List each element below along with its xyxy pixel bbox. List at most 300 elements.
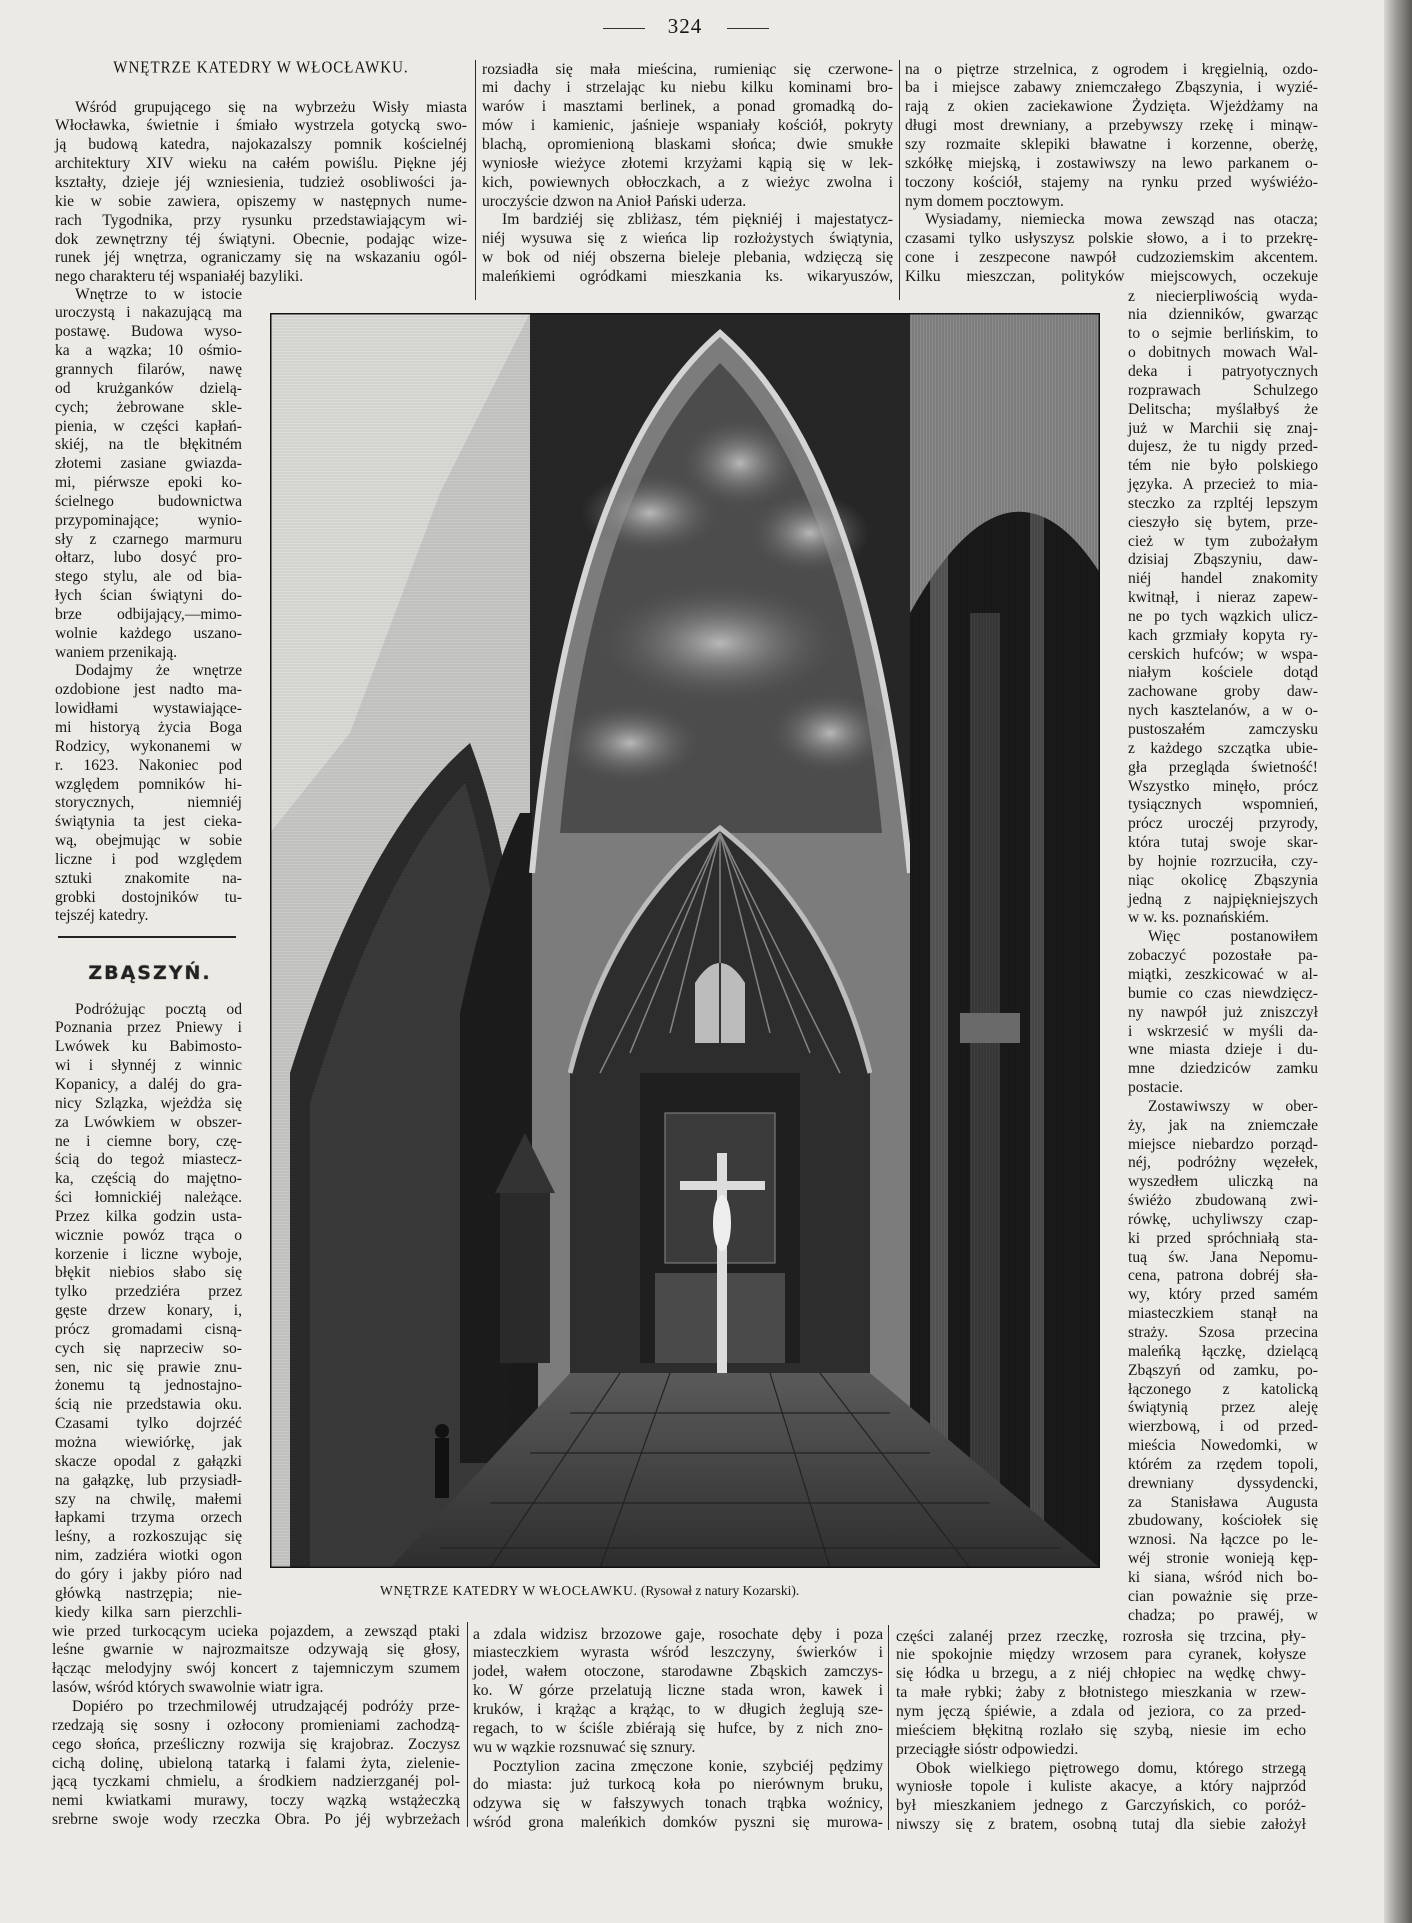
text-line: [55, 813, 242, 832]
text-line: [896, 1684, 1306, 1703]
text-line-content: ży, jak na zniemczałe: [1128, 1116, 1318, 1134]
text-line-content: skacze opodal z gałązki: [55, 1452, 242, 1470]
column-rule: [899, 60, 900, 300]
text-line-content: grannych filarów, nawę: [55, 360, 242, 378]
text-line: [1128, 1192, 1318, 1211]
text-line: [55, 193, 467, 212]
text-line: [1128, 608, 1318, 627]
text-line-content: tylko przedziéra przez: [55, 1283, 242, 1301]
text-line-content: deka i patryotycznych: [1128, 362, 1318, 380]
text-line: [1128, 664, 1318, 683]
text-line-content: ki przed spróchniałą sta-: [1128, 1229, 1318, 1247]
text-line: [55, 662, 242, 681]
text-line: [1128, 1060, 1318, 1079]
text-line-content: pustoszałém zamczysku: [1128, 721, 1318, 738]
text-line: [55, 268, 467, 287]
text-line: [482, 268, 893, 287]
text-line-content: która tutaj swoje skar-: [1128, 834, 1318, 852]
text-line: [55, 1227, 242, 1246]
text-line-content: maleńką łączkę, dzielącą: [1128, 1342, 1318, 1360]
text-line: [1128, 1098, 1318, 1117]
caption-credit: (Rysował z natury Kozarski).: [640, 1583, 800, 1598]
text-line-content: postawę. Budowa wyso-: [55, 323, 242, 341]
text-line: [55, 832, 242, 851]
column-rule: [467, 1622, 468, 1827]
text-line-content: ko. W górze przelatują liczne stada wron, kawek i: [473, 1682, 883, 1700]
text-line: [55, 794, 242, 813]
text-line-content: rają z okien zaciekawione Żydzięta. Wjeżdżamy na: [905, 98, 1318, 116]
text-line: [473, 1776, 883, 1795]
text-line: [52, 1717, 460, 1736]
text-line-content: mi dachy i strzelając ku niebu kilku kominami bro-: [482, 79, 893, 97]
text-line: [55, 512, 242, 531]
text-line: [55, 474, 242, 493]
text-line-content: którém za rzędem topoli,: [1128, 1455, 1318, 1473]
text-line: [1128, 1117, 1318, 1136]
text-line: [1128, 947, 1318, 966]
text-line-content: Wszystko minęło, prócz: [1128, 777, 1318, 795]
text-line: [905, 211, 1318, 230]
text-line: [55, 644, 242, 663]
text-line: [55, 155, 467, 174]
text-line-content: miasteczkiem stanął na: [1128, 1305, 1318, 1323]
text-line: [482, 211, 893, 230]
text-line-content: można wiewiórkę, jak: [55, 1434, 242, 1451]
text-line-content: Dopiéro po trzechmilowéj utrudzającéj podróży prze-: [72, 1697, 460, 1715]
text-line-content: jącą tyczkami chmielu, a środkiem nadzierzganéj pol-: [52, 1773, 460, 1791]
text-line-content: by hojnie rozrzuciła, czy-: [1128, 852, 1318, 870]
text-line-content: prócz uroczéj przyrody,: [1128, 815, 1318, 833]
text-line: [896, 1665, 1306, 1684]
text-line: [55, 361, 242, 380]
text-line-content: długi most drewniany, a przebywszy rzekę i minąw-: [905, 117, 1318, 135]
text-line-content: wne miasta dzieje i du-: [1128, 1041, 1318, 1059]
text-line-content: drewniany dyssydencki,: [1128, 1474, 1318, 1492]
text-line-content: wyniosłe topole i kuliste akacye, a który najprzód: [896, 1778, 1306, 1796]
text-line-content: miasteczkiem wyrasta wśród leszczyny, świerków i: [473, 1644, 883, 1662]
text-line: [482, 230, 893, 249]
text-line-content: runek jéj wnętrza, ograniczamy się na wskazaniu ogól-: [55, 249, 467, 267]
text-line: [905, 174, 1318, 193]
text-line: [1128, 570, 1318, 589]
text-line-content: mieścia Nowedomki, w: [1128, 1437, 1318, 1455]
text-line-content: języka. A przecież to mia-: [1128, 476, 1318, 494]
text-line: [1128, 1154, 1318, 1173]
text-line-content: Przez kilka godzin usta-: [55, 1207, 242, 1225]
text-line: [1128, 589, 1318, 608]
text-line: [482, 61, 893, 80]
text-line: [55, 1076, 242, 1095]
text-line: [55, 531, 242, 550]
text-line: [482, 136, 893, 155]
text-line-content: wyniosłe wieżyce złotemi krzyżami kąpią się w lek-: [482, 154, 893, 172]
text-line-content: gęste drzew konary, i,: [55, 1302, 242, 1320]
text-line-content: nym domem pocztowym.: [905, 192, 1064, 210]
text-line-content: nicy Szlązka, wjeżdża się: [55, 1094, 242, 1112]
text-line-content: kiedy kilka sarn pierzchli-: [55, 1603, 242, 1621]
text-line-content: był mieszkaniem jednego z Garczyńskich, co poróż-: [896, 1797, 1306, 1815]
text-line-content: i wskrzesić w myśli da-: [1128, 1022, 1318, 1040]
text-line-content: ne i ciemne bory, czę-: [55, 1132, 242, 1150]
text-line-content: uroczyście dzwon na Anioł Pański uderza.: [482, 192, 747, 210]
text-line: [55, 1208, 242, 1227]
text-line: [473, 1644, 883, 1663]
text-line-content: Więc postanowiłem: [1148, 928, 1318, 946]
text-line-content: Im bardziéj się zbliżasz, tém piękniéj i majestatycz-: [502, 211, 893, 229]
text-line-content: z każdego szczątka ubie-: [1128, 739, 1318, 757]
text-line: [55, 851, 242, 870]
text-line: [905, 79, 1318, 98]
text-line-content: łych ścian świątyni do-: [55, 587, 242, 605]
text-line: [1128, 891, 1318, 910]
column-rule: [475, 60, 476, 300]
text-line-content: zachowane groby daw-: [1128, 683, 1318, 701]
text-line: [1128, 1343, 1318, 1362]
text-line: [1128, 1136, 1318, 1155]
text-line-content: steczko za rzpltéj lepszym: [1128, 494, 1318, 512]
text-line: [55, 889, 242, 908]
text-line: [55, 1528, 242, 1547]
text-line: [1128, 853, 1318, 872]
text-line: [55, 625, 242, 644]
text-line-content: postacie.: [1128, 1079, 1183, 1097]
text-line: [1128, 1381, 1318, 1400]
text-line: [473, 1739, 883, 1758]
text-line: [1128, 778, 1318, 797]
text-line: [1128, 1531, 1318, 1550]
text-line: [55, 1038, 242, 1057]
text-line: [55, 1415, 242, 1434]
text-line: [55, 1585, 242, 1604]
text-line-content: sen, nic się prawie znu-: [55, 1358, 242, 1376]
text-line-content: wyszedłem uliczką na: [1128, 1173, 1318, 1191]
text-line-content: rzedzają się sosny i ozłocony promieniami zachodzą-: [52, 1716, 460, 1734]
text-line: [55, 117, 467, 136]
text-line-content: świątynia ta jest cieka-: [55, 813, 242, 831]
text-line: [55, 1434, 242, 1453]
text-line-content: ozdobione jest nadto ma-: [55, 681, 242, 699]
text-line-content: ścią nie przedstawia oku.: [55, 1396, 242, 1414]
column-right-narrow: [1128, 288, 1318, 1626]
text-line: [55, 493, 242, 512]
text-line-content: jedną z najpiękniejszych: [1128, 890, 1318, 908]
text-line: [52, 1660, 460, 1679]
text-line: [1128, 551, 1318, 570]
text-line-content: wéj stronie wonieją kęp-: [1128, 1550, 1318, 1568]
text-line: [55, 1264, 242, 1283]
text-line: [55, 1377, 242, 1396]
text-line-content: łącząc melodyjny swój koncert z tajemniczym szumem: [52, 1660, 460, 1678]
text-line-content: w bok od niéj obszerna bieleje plebania, wdzięczą się: [482, 249, 893, 267]
text-line-content: cego słońca, prześliczny rozwija się krajobraz. Zoczysz: [52, 1735, 460, 1753]
text-line: [55, 323, 242, 342]
text-line-content: niéj handel znakomity: [1128, 570, 1318, 588]
text-line: [905, 193, 1318, 212]
text-line-content: ta małe rybki; żaby z błotnistego mieszkania w rzew-: [896, 1684, 1306, 1702]
text-line-content: waniem przenikają.: [55, 643, 178, 661]
text-line-content: jodeł, wałem otoczone, starodawne Zbąskich zamczys-: [473, 1663, 883, 1681]
text-line: [473, 1795, 883, 1814]
text-line-content: ki siana, wśród nich bo-: [1128, 1568, 1318, 1586]
text-line-content: sły z czarnego marmuru: [55, 530, 242, 548]
text-line-content: to o sejmie berlińskim, to: [1128, 325, 1318, 343]
text-line: [55, 1019, 242, 1038]
text-line-content: kwitnął, i nieraz zapew-: [1128, 589, 1318, 607]
text-line: [55, 719, 242, 738]
text-line: [55, 304, 242, 323]
text-line-content: leśne gwarnie w najrozmaitsze odzywają się głosy,: [52, 1641, 460, 1659]
text-line: [55, 587, 242, 606]
text-line: [473, 1720, 883, 1739]
text-line: [52, 1623, 460, 1642]
text-line: [1128, 457, 1318, 476]
text-line-content: Obok wielkiego piętrowego domu, którego strzegą: [916, 1759, 1306, 1777]
text-line-content: mi historyą życia Boga: [55, 719, 242, 736]
text-line: [1128, 1437, 1318, 1456]
text-line: [1128, 1569, 1318, 1588]
text-line: [1128, 476, 1318, 495]
text-line: [905, 249, 1318, 268]
text-line: [52, 1698, 460, 1717]
text-line: [55, 249, 467, 268]
section-divider: [58, 936, 236, 938]
text-line-content: kich, powiewnych obłoczkach, a z wieżyc zwolna i: [482, 173, 893, 191]
text-line: [896, 1797, 1306, 1816]
text-line: [55, 907, 242, 926]
text-line: [55, 1359, 242, 1378]
text-line: [1128, 344, 1318, 363]
text-line-content: ołtarz, lubo dosyć pro-: [55, 549, 242, 567]
text-line: [1128, 1607, 1318, 1626]
text-line: [55, 1283, 242, 1302]
text-line: [55, 1604, 242, 1623]
page-number-dash-left: [603, 28, 645, 29]
text-line: [55, 549, 242, 568]
text-line-content: cichą dolinę, ubieloną tatarką i falami żyta, zielenie-: [52, 1754, 460, 1772]
text-line-content: wu w wązkie rozsnuwać się sznury.: [473, 1738, 696, 1756]
text-line: [55, 568, 242, 587]
text-line: [1128, 288, 1318, 307]
text-line: [55, 286, 242, 305]
text-line-content: wolnie każdego uszano-: [55, 624, 242, 642]
text-line-content: wi i słynnéj z winnic: [55, 1057, 242, 1075]
column-middle-top: [482, 61, 893, 287]
text-line-content: kie w sobie zawiera, opiszemy w następnych nume-: [55, 192, 467, 210]
text-line: [896, 1816, 1306, 1835]
text-line: [55, 1246, 242, 1265]
text-line-content: grobki dostojników tu-: [55, 888, 242, 906]
text-line: [1128, 740, 1318, 759]
text-line: [52, 1736, 460, 1755]
text-line: [55, 418, 242, 437]
text-line-content: maleńkiemi ogródkami mieszkania ks. wikaryuszów,: [482, 267, 893, 285]
text-line-content: rach Tygodnika, przy rysunku przedstawiającym wi-: [55, 211, 467, 229]
text-line-content: prócz gromadami cisną-: [55, 1320, 242, 1338]
text-line-content: ny nawpół już zniszczył: [1128, 1003, 1318, 1021]
text-line-content: wą, obejmując w sobie: [55, 832, 242, 850]
text-line: [52, 1679, 460, 1698]
text-line: [55, 1302, 242, 1321]
text-line: [482, 249, 893, 268]
text-line: [473, 1626, 883, 1645]
text-line: [55, 399, 242, 418]
text-line-content: stego stylu, ale od bia-: [55, 568, 242, 586]
text-line-content: na gałązkę, lub przysiadł-: [55, 1471, 242, 1489]
text-line-content: ka a wązka; 10 ośmio-: [55, 342, 242, 360]
text-line-content: ka, częścią do majętno-: [55, 1170, 242, 1188]
text-line-content: główką nastrzępia; nie-: [55, 1584, 242, 1602]
text-line-content: rozprawach Schulzego: [1128, 381, 1318, 399]
text-line: [1128, 985, 1318, 1004]
text-line-content: Podróżując pocztą od: [75, 1000, 242, 1018]
text-line: [55, 136, 467, 155]
text-line-content: Delitscha; myślałbyś że: [1128, 400, 1318, 418]
text-line: [896, 1722, 1306, 1741]
text-line-content: się łódka u brzegu, a z niéj chłopiec na wędkę chwy-: [896, 1665, 1306, 1683]
text-line: [1128, 702, 1318, 721]
text-line-content: złotemi zasiane gwiazda-: [55, 455, 242, 473]
text-line-content: chadza; po prawéj, w: [1128, 1606, 1318, 1624]
text-line-content: liczne i pod względem: [55, 850, 242, 868]
text-line: [905, 136, 1318, 155]
column-left-narrow-upper: [55, 286, 242, 927]
text-line-content: ścielnego budownictwa: [55, 492, 242, 510]
text-line: [1128, 1267, 1318, 1286]
text-line: [473, 1814, 883, 1833]
text-line: [55, 99, 467, 118]
text-line: [1128, 627, 1318, 646]
text-line-content: niałym kościele dotąd: [1128, 664, 1318, 682]
text-line-content: nim, zadziéra wiotki ogon: [55, 1547, 242, 1565]
text-line-content: blachą, opromienioną blaskami słońca; dwie smukłe: [482, 135, 893, 153]
text-line-content: mieściem błękitną rozlało się szybą, niesie im echo: [896, 1721, 1306, 1739]
text-line-content: cerskich hufców; w wspa-: [1128, 645, 1318, 663]
text-line-content: względem pomników hi-: [55, 775, 242, 793]
text-line-content: z niecierpliwością wyda-: [1128, 287, 1318, 305]
text-line: [1128, 1173, 1318, 1192]
text-line: [1128, 1324, 1318, 1343]
text-line: [1128, 1362, 1318, 1381]
text-line-content: lasów, wśród których swawolnie wiatr igra.: [52, 1679, 324, 1697]
text-line: [55, 380, 242, 399]
cathedral-interior-engraving: [270, 313, 1100, 1568]
text-line: [896, 1628, 1306, 1647]
column-bottom-right: [896, 1628, 1306, 1835]
text-line-content: tejszéj katedry.: [55, 907, 149, 925]
text-line-content: do góry i jakby pióro nad: [55, 1565, 242, 1583]
text-line: [1128, 909, 1318, 928]
text-line-content: wznosi. Na łączce po le-: [1128, 1531, 1318, 1549]
column-left-narrow-lower: [55, 1001, 242, 1623]
text-line-content: lowidłami wystawiające-: [55, 700, 242, 718]
text-line: [55, 1151, 242, 1170]
text-line: [1128, 1456, 1318, 1475]
text-line-content: Kilku mieszczan, polityków miejscowych, oczekuje: [905, 267, 1318, 285]
text-line: [1128, 834, 1318, 853]
text-line: [1128, 646, 1318, 665]
text-line-content: srebrne swoje wody rzeczka Obra. Po jéj wybrzeżach: [52, 1811, 460, 1829]
text-line: [52, 1773, 460, 1792]
text-line-content: nym jęczą śpiéwie, a zdala od jeziora, co za przed-: [896, 1702, 1306, 1720]
text-line-content: do miasta: już turkocą koła po nierównym bruku,: [473, 1776, 883, 1794]
text-line: [55, 870, 242, 889]
text-line-content: Włocławka, świetnie i śmiało wystrzela gotycką swo-: [55, 117, 467, 135]
text-line: [55, 1566, 242, 1585]
text-line: [1128, 1230, 1318, 1249]
text-line-content: zobaczyć pozostałe pa-: [1128, 947, 1318, 965]
column-bottom-left: [52, 1623, 460, 1830]
text-line: [55, 700, 242, 719]
text-line: [1128, 815, 1318, 834]
text-line-content: świéżo zbudowaną zwi-: [1128, 1192, 1318, 1210]
text-line: [55, 1189, 242, 1208]
text-line: [1128, 1004, 1318, 1023]
text-line-content: szkółkę miejską, i zostawiwszy na lewo parkanem o-: [905, 154, 1318, 172]
text-line-content: Czasami tylko dojrzéć: [55, 1415, 242, 1433]
text-line: [1128, 759, 1318, 778]
text-line: [896, 1760, 1306, 1779]
text-line-content: cieszyło się bytem, prze-: [1128, 513, 1318, 531]
article-title: WNĘTRZE KATEDRY W WŁOCŁAWKU.: [113, 58, 409, 78]
caption-title: WNĘTRZE KATEDRY W WŁOCŁAWKU.: [380, 1583, 638, 1598]
text-line-content: niwszy się z bratem, osobną tutaj dla siebie założył: [896, 1816, 1306, 1834]
section-heading: ZBĄSZYŃ.: [88, 962, 212, 984]
text-line-content: kształty, dzieje jéj wzniesienia, tudzież osobliwości ja-: [55, 173, 467, 191]
page-number-dash-right: [727, 28, 769, 29]
text-line-content: dzisiaj Zbąszyniu, daw-: [1128, 551, 1318, 569]
text-line: [482, 79, 893, 98]
text-line-content: wie przed turkocącym ucieka pojazdem, a zewsząd ptaki: [52, 1622, 460, 1640]
text-line: [482, 174, 893, 193]
text-line: [1128, 382, 1318, 401]
text-line: [473, 1701, 883, 1720]
text-line: [1128, 325, 1318, 344]
text-line: [55, 1472, 242, 1491]
text-line: [896, 1741, 1306, 1760]
text-line-content: łączonego z katolicką: [1128, 1380, 1318, 1398]
text-line-content: dok zewnętrzny téj świątyni. Obecnie, podając wize-: [55, 230, 467, 248]
text-line: [1128, 1550, 1318, 1569]
text-line: [905, 268, 1318, 287]
text-line: [1128, 1418, 1318, 1437]
text-line: [905, 230, 1318, 249]
text-line-content: nie spokojnie między wrzosem para cyranek, kołysze: [896, 1646, 1306, 1664]
text-line-content: straży. Szosa przecina: [1128, 1324, 1318, 1341]
text-line-content: mi, piérwsze epoki ko-: [55, 474, 242, 492]
text-line: [55, 1114, 242, 1133]
text-line: [55, 1491, 242, 1510]
text-line-content: warów i masztami berlinek, a ponad gromadką do-: [482, 98, 893, 116]
text-line-content: uroczystą i nakazującą ma: [55, 304, 242, 322]
column-rule: [888, 1625, 889, 1830]
text-line-content: Rodzicy, wykonanemi w: [55, 737, 242, 755]
text-line-content: Kopanicy, a daléj do gra-: [55, 1075, 242, 1093]
text-line-content: nemi kwiatkami murawy, toczy wązką wstążeczką: [52, 1792, 460, 1810]
text-line-content: a zdala widzisz brzozowe gaje, rosochate dęby i poza: [473, 1625, 883, 1643]
text-line-content: néj, podróżny węzełek,: [1128, 1154, 1318, 1172]
text-line-content: korzenie i liczne wyboje,: [55, 1245, 242, 1263]
text-line: [1128, 1305, 1318, 1324]
text-line: [896, 1703, 1306, 1722]
text-line-content: odzywa się w fałszywych tonach trąbka woźnicy,: [473, 1795, 883, 1813]
text-line: [896, 1646, 1306, 1665]
text-line-content: szy rozmaite sklepiki bławatne i korzenne, oberżę,: [905, 135, 1318, 153]
text-line-content: sztuki znakomite na-: [55, 869, 242, 887]
text-line: [52, 1792, 460, 1811]
text-line-content: cych się naprzeciw so-: [55, 1339, 242, 1357]
text-line: [482, 155, 893, 174]
text-line: [1128, 1512, 1318, 1531]
